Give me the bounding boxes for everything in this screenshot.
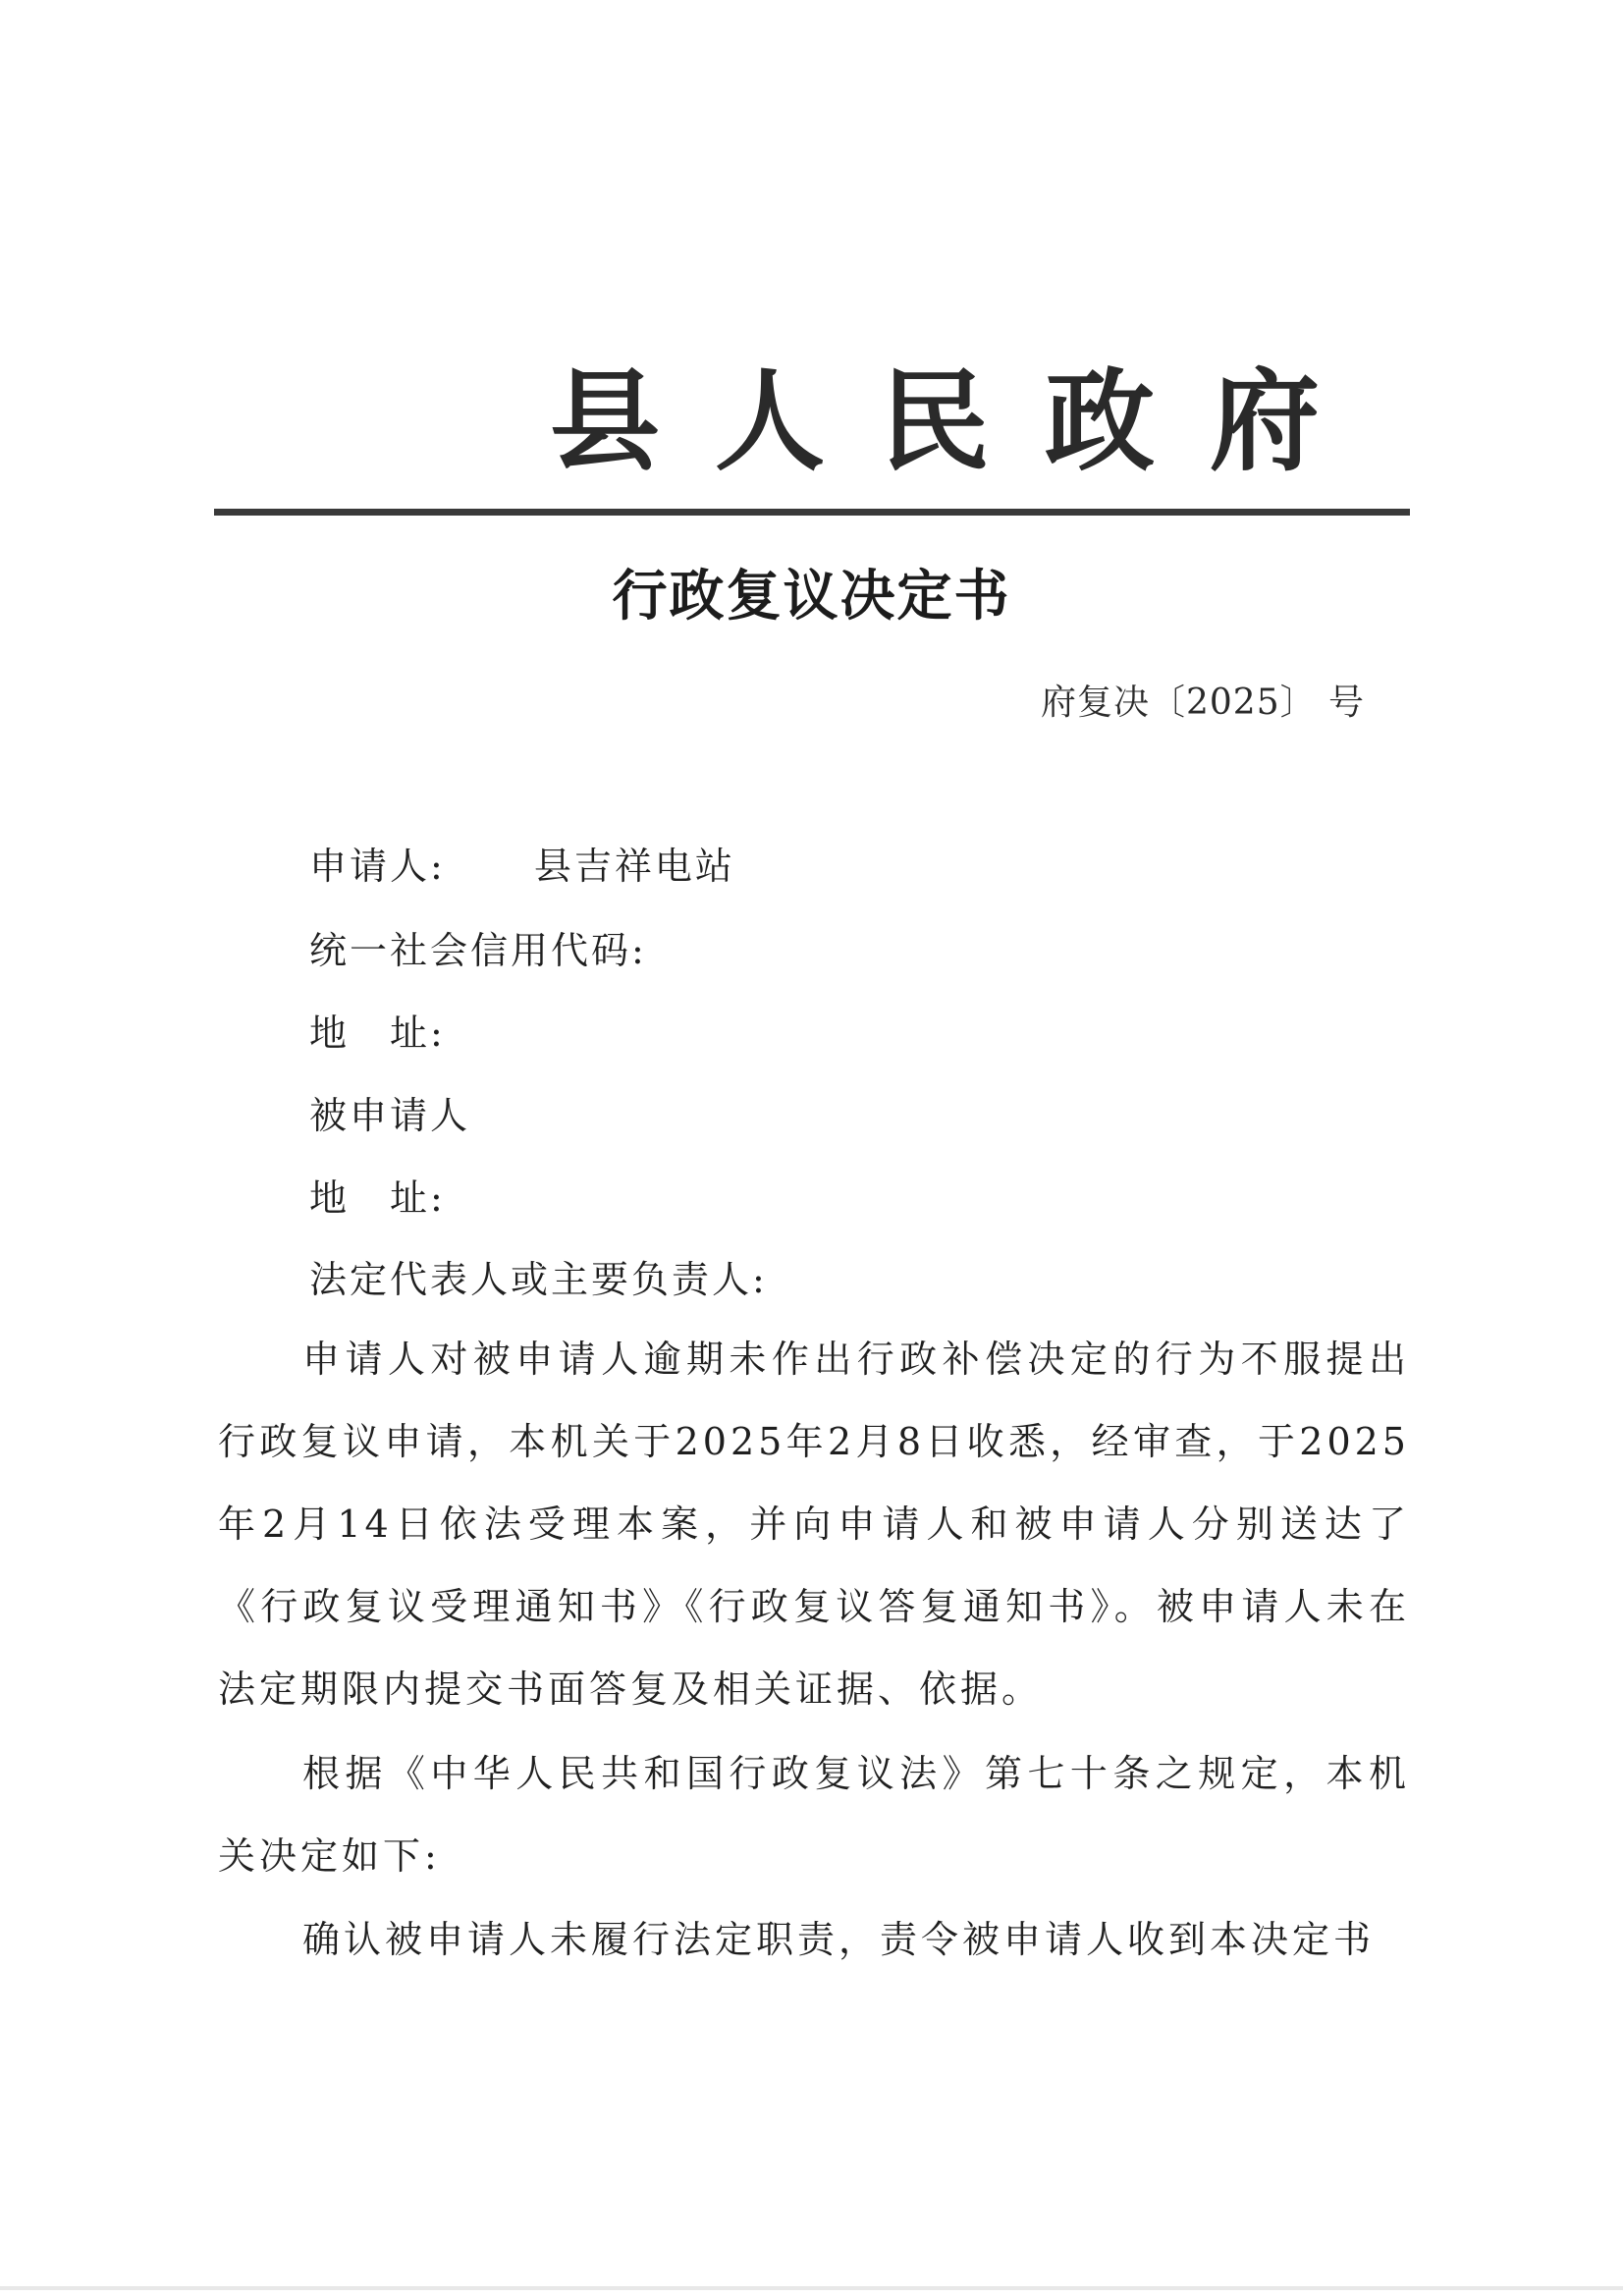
applicant-label: 申请人:: [309, 845, 446, 888]
legal-rep-label: 法定代表人或主要负责人:: [309, 1258, 768, 1301]
respondent-label: 被申请人: [309, 1094, 471, 1137]
issuer-heading: 县人民政府: [550, 357, 1375, 486]
document-number: 府复决〔2025〕 号: [1041, 683, 1366, 723]
credit-code-label: 统一社会信用代码:: [309, 929, 647, 972]
paragraph-facts: 申请人对被申请人逾期未作出行政补偿决定的行为不服提出行政复议申请，本机关于2025年2月8日收悉，经审查，于2025年2月14日依法受理本案，并向申请人和被申请人分别送达了《行政复议受理通知书》《行政复议答复通知书》。被申请人未在法定期限内提交书面答复及相关证据、依据。: [218, 1338, 1410, 1711]
scan-edge-line: [0, 2286, 1623, 2290]
applicant-row: [309, 837, 735, 896]
header-rule: [214, 509, 1410, 516]
applicant-value: 县吉祥电站: [533, 845, 735, 888]
address-label-respondent: 地 址:: [309, 1176, 446, 1220]
address-label-applicant: 地 址:: [309, 1011, 446, 1055]
paragraph-decision: 确认被申请人未履行法定职责，责令被申请人收到本决定书: [302, 1918, 1376, 1961]
paragraph-legal-basis: 根据《中华人民共和国行政复议法》第七十条之规定，本机关决定如下:: [218, 1752, 1410, 1878]
document-title: 行政复议决定书: [612, 564, 1011, 629]
